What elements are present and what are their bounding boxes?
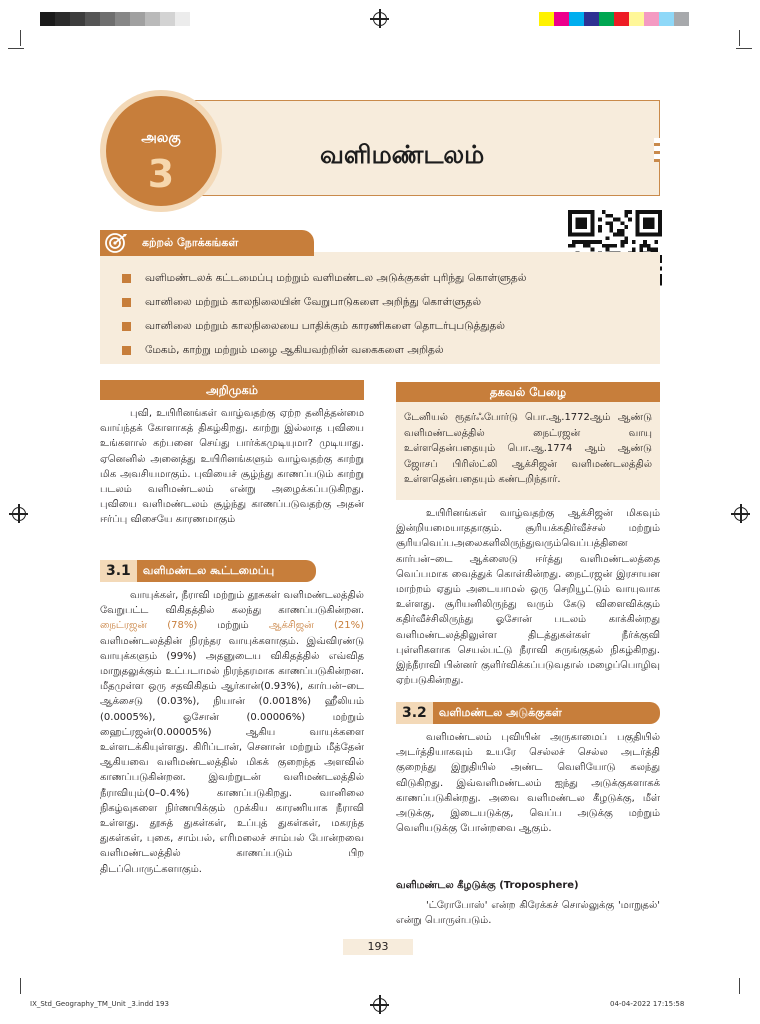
- file-name: IX_Std_Geography_TM_Unit _3.indd 193: [30, 1000, 169, 1008]
- calibration-swatch: [100, 12, 115, 26]
- print-timestamp: 04-04-2022 17:15:58: [610, 1000, 685, 1008]
- calibration-swatch: [599, 12, 614, 26]
- calibration-swatch: [569, 12, 584, 26]
- target-icon: [104, 232, 128, 254]
- calibration-swatch: [644, 12, 659, 26]
- calibration-swatch: [40, 12, 55, 26]
- section-3-1-text: வாயுக்கள், நீராவி மற்றும் தூசுகள் வளிமண்டலத்தில் வேறுபட்ட விகிதத்தில் கலந்து காணப்படுகின்றன. நைட்ரஜன் (78%) மற்றும் ஆக்சிஜன் (21%) வளிமண்டலத்தின் நிரந்தர வாயுக்களாகும். இவ்விரண்டு வாயுக்களும் (99%) அதனுடைய விகிதத்தில் எவ்வித மாறுதலுக்கும் உட்படாமல் நிரந்தரமாக காணப்படுகின்றன. மீதமுள்ள ஒரு சதவிகிதம் ஆர்கான்(0.93%), கார்பன்–டை ஆக்சைடு (0.03%), நியான் (0.0018%) ஹீலியம் (0.0005%), ஓசோன் (0.00006%) மற்றும் ஹைட்ரஜன்(0.00005%) ஆகிய வாயுக்களை உள்ளடக்கியுள்ளது. கிரிப்டான், செனான் மற்றும் மீத்தேன் ஆகியவை வளிமண்டலத்தில் மிகக் குறைந்த அளவில் காணப்படுகின்றன. இவற்றுடன் வளிமண்டலத்தில் நீராவியும்(0–0.4%) காணப்படுகிறது. வானிலை நிகழ்வுகளை நிர்ணயிக்கும் முக்கிய காரணியாக நீராவி உள்ளது. தூசுத் துகள்கள், உப்புத் துகள்கள், மகரந்த துகள்கள், புகை, சாம்பல், எரிமலைச் சாம்பல் போன்றவை வளிமண்டலத்தில் காணப்படும் பிற திடப்பொருட்களாகும்.: [100, 590, 364, 875]
- info-box: [396, 402, 660, 500]
- calibration-swatch: [674, 12, 689, 26]
- calibration-swatch: [115, 12, 130, 26]
- section-number: 3.1: [100, 560, 137, 582]
- crop-mark: [8, 48, 24, 49]
- calibration-swatch: [70, 12, 85, 26]
- calibration-swatch: [584, 12, 599, 26]
- grayscale-strip: [40, 12, 190, 26]
- objectives-heading: கற்றல் நோக்கங்கள்: [100, 230, 314, 256]
- crop-mark: [739, 30, 740, 46]
- calibration-swatch: [539, 12, 554, 26]
- section-3-2-text: வளிமண்டலம் புவியின் அருகாமைப் பகுதியில் அடர்த்தியாகவும் உயரே செல்லச் செல்ல அடர்த்தி குறைந்து இறுதியில் அண்ட வெளியோடு கலந்து விடுகிறது. இவ்வளிமண்டலம் ஐந்து அடுக்குகளாகக் காணப்படுகின்றது. அவை வளிமண்டல கீழடுக்கு, மீள் அடுக்கு, இடையடுக்கு, வெப்ப அடுக்கு மற்றும் வெளியடுக்கு போன்றவை ஆகும்.: [396, 732, 660, 835]
- calibration-swatch: [160, 12, 175, 26]
- oxygen-highlight: ஆக்சிஜன் (21%): [268, 620, 364, 632]
- crop-mark: [20, 30, 21, 46]
- intro-text: புவி, உயிரினங்கள் வாழ்வதற்கு ஏற்ற தனித்தன்மை வாய்ந்தக் கோளாகத் திகழ்கிறது. காற்று இல்லாத புவியை உங்களால் கற்பனை செய்து பார்க்கமுடியுமா? முடியாது. ஏனெனில் அனைத்து உயிரினங்களும் வாழ்வதற்கு காற்று மிக அவசியமாகும். புவியைச் சூழ்ந்து காணப்படும் காற்று படலம் வளிமண்டலம் என்று அழைக்கப்படுகிறது. புவியை வளிமண்டலம் சூழ்ந்து காணப்படுவதற்கு அதன் ஈர்ப்பு விசையே காரணமாகும்: [100, 408, 364, 526]
- calibration-swatch: [175, 12, 190, 26]
- info-box-heading: தகவல் பேழை: [396, 382, 660, 402]
- troposphere-heading: வளிமண்டல கீழடுக்கு (Troposphere): [396, 880, 579, 891]
- crop-mark: [20, 978, 21, 994]
- registration-mark-left: [12, 507, 26, 521]
- right-column-text: உயிரினங்கள் வாழ்வதற்கு ஆக்சிஜன் மிகவும் இன்றியமையாததாகும். சூரியக்கதிர்வீச்சல் மற்றும் சூரியவெப்பஅலைகளிலிருந்துவரும்வெப்பத்தினை கார்பன்–டை ஆக்ஸைடு ஈர்த்து வளிமண்டலத்தை வெப்பமாக வைத்துக் கொள்கின்றது. நைட்ரஜன் இரசாயன மாற்றம் ஏதும் அடையாமல் ஒரு செறியூட்டும் வாயுவாக உள்ளது. சூரியனிலிருந்து வரும் கேடு விளைவிக்கும் கதிர்வீச்சிலிருந்து ஓசோன் படலம் காக்கின்றது வளிமண்டலத்திலுள்ள திடத்துகள்கள் நீர்க்குவி புள்ளிகளாக செயல்பட்டு நீராவி சுருங்குதல் நிகழ்கிறது. இந்நீராவி பின்னர் குளிர்விக்கப்படுவதால் மழைப்பொழிவு ஏற்படுகின்றது.: [396, 508, 660, 687]
- troposphere-text: 'ட்ரோபோஸ்' என்ற கிரேக்கச் சொல்லுக்கு 'மாறுதல்' என்று பொருள்படும்.: [396, 900, 660, 927]
- calibration-swatch: [145, 12, 160, 26]
- objective-item: மேகம், காற்று மற்றும் மழை ஆகியவற்றின் வகைகளை அறிதல்: [122, 338, 526, 362]
- section-number: 3.2: [396, 702, 433, 724]
- section-3-1-heading: [100, 560, 316, 582]
- registration-mark-top: [373, 12, 387, 26]
- crop-mark: [736, 48, 752, 49]
- intro-heading: அறிமுகம்: [100, 380, 364, 400]
- page-title: வளிமண்டலம்: [320, 140, 485, 169]
- crop-mark: [739, 978, 740, 994]
- calibration-swatch: [130, 12, 145, 26]
- section-title: வளிமண்டல அடுக்குகள்: [438, 705, 562, 719]
- objective-item: வானிலை மற்றும் காலநிலையின் வேறுபாடுகளை அறிந்து கொள்ளுதல்: [122, 290, 526, 314]
- page-number: 193: [343, 939, 413, 955]
- objectives-list: [122, 266, 526, 362]
- section-3-2-heading: [396, 702, 660, 724]
- unit-label: அலகு: [141, 130, 181, 146]
- color-strip: [539, 12, 689, 26]
- band-notch: [654, 138, 660, 162]
- registration-mark-bottom: [373, 998, 387, 1012]
- calibration-swatch: [659, 12, 674, 26]
- section-title: வளிமண்டல கூட்டமைப்பு: [142, 563, 275, 577]
- calibration-swatch: [629, 12, 644, 26]
- registration-mark-right: [734, 507, 748, 521]
- calibration-swatch: [554, 12, 569, 26]
- info-box-text: டேனியல் ரூதர்ஃபோர்டு பொ.ஆ.1772ஆம் ஆண்டு வளிமண்டலத்தில் நைட்ரஜன் வாயு உள்ளதென்பதையும் பொ.ஆ.1774 ஆம் ஆண்டு ஜோசப் பிரிஸ்ட்லி ஆக்சிஜன் வளிமண்டலத்தில் உள்ளதென்பதையும் கண்டறிந்தார்.: [404, 412, 652, 485]
- unit-number: 3: [147, 152, 175, 196]
- objective-item: வளிமண்டலக் கட்டமைப்பு மற்றும் வளிமண்டல அடுக்குகள் புரிந்து கொள்ளுதல்: [122, 266, 526, 290]
- calibration-swatch: [55, 12, 70, 26]
- objective-item: வானிலை மற்றும் காலநிலையை பாதிக்கும் காரணிகளை தொடர்புபடுத்துதல்: [122, 314, 526, 338]
- calibration-swatch: [614, 12, 629, 26]
- calibration-swatch: [85, 12, 100, 26]
- nitrogen-highlight: நைட்ரஜன் (78%): [100, 620, 198, 632]
- unit-badge: [106, 96, 216, 206]
